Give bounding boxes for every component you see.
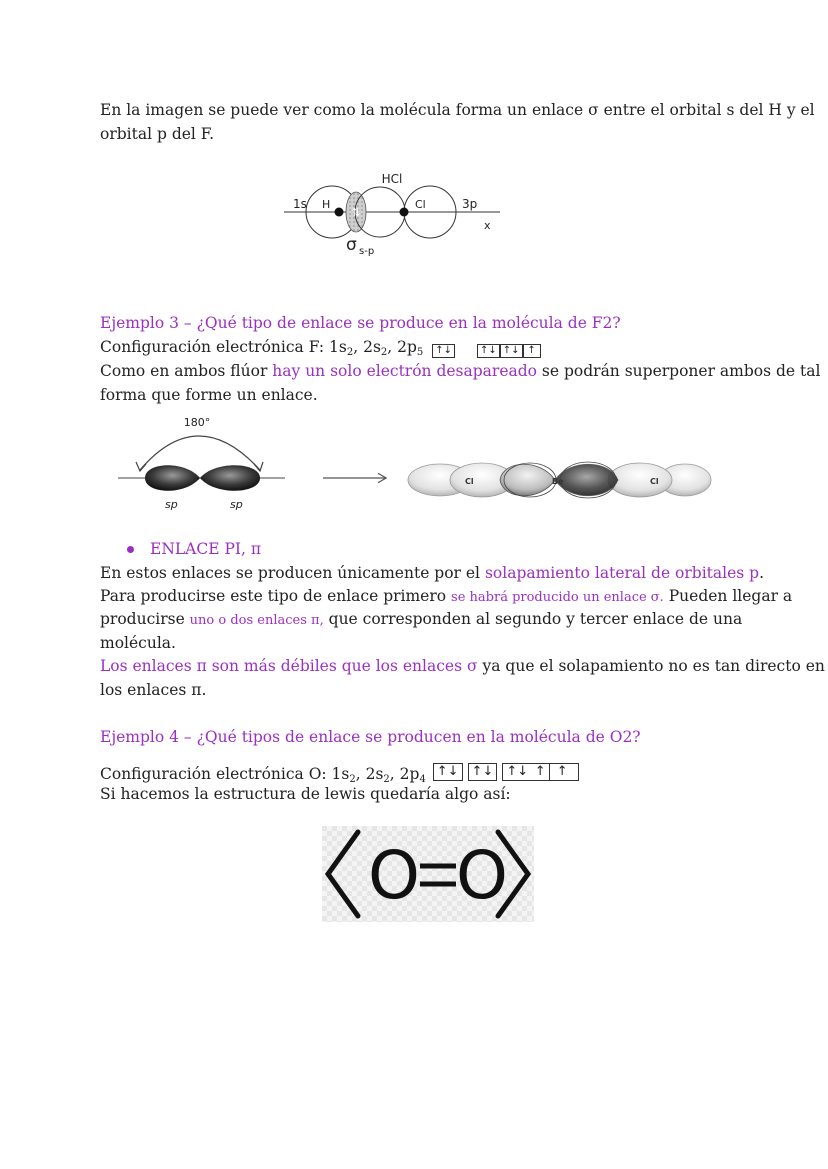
sp-lobe-right — [200, 465, 260, 491]
text-span: Como en ambos flúor — [100, 362, 273, 380]
hcl-orbital-diagram — [280, 168, 505, 263]
o2-lewis-structure — [322, 826, 534, 922]
cl-nucleus — [400, 208, 409, 217]
label-x: x — [484, 219, 491, 232]
config-sub: 5 — [416, 347, 424, 358]
angle-arc — [140, 436, 260, 470]
highlight-text: Los enlaces π son más débiles que los enlaces σ — [100, 657, 478, 675]
text-span: Pueden llegar a — [663, 587, 793, 605]
label-cl: Cl — [415, 198, 426, 211]
text-span: que corresponden al segundo y tercer enlace de una — [323, 610, 743, 628]
sp-orbital-diagram — [110, 410, 720, 515]
text-span: . — [759, 564, 765, 582]
orbital-box: ↑↓ — [433, 763, 463, 781]
orbital-boxes-f — [432, 337, 540, 359]
highlight-text: uno o dos enlaces π, — [189, 613, 324, 628]
orbital-box: ↑↓ — [502, 763, 531, 781]
config-text: , 2p — [389, 765, 420, 783]
example-4-config — [100, 759, 584, 785]
orbital-boxes-o — [433, 759, 584, 781]
label-1s: 1s — [293, 197, 307, 211]
pi-line-5 — [100, 655, 825, 677]
pi-line-4: molécula. — [100, 634, 176, 652]
pi-line-2 — [100, 585, 792, 609]
example-3-config — [100, 336, 541, 359]
orbital-box: ↑↓ — [468, 763, 498, 781]
example-3-text-2: forma que forme un enlace. — [100, 386, 318, 404]
intro-line-2: orbital p del F. — [100, 125, 215, 143]
pi-line-1 — [100, 562, 764, 584]
orbital-box: ↑ — [531, 763, 549, 781]
pi-bullet-label: ENLACE PI, π — [150, 540, 262, 558]
highlight-text: hay un solo electrón desapareado — [272, 362, 537, 380]
be-label: Be — [552, 477, 564, 486]
pi-line-6: los enlaces π. — [100, 681, 207, 699]
lewis-intro-line: Si hacemos la estructura de lewis quedaría algo así: — [100, 785, 511, 803]
cl-label-left: Cl — [465, 477, 474, 486]
config-text: , 2p — [387, 338, 417, 356]
label-sigma-sub: s-p — [359, 246, 375, 257]
text-span: ya que el solapamiento no es tan directo en — [477, 657, 825, 675]
highlight-text: se habrá producido un enlace σ. — [451, 590, 664, 605]
pi-line-3 — [100, 608, 742, 632]
label-sigma: σ — [346, 235, 357, 255]
sp-label-1: sp — [165, 498, 178, 511]
config-sub: 2 — [383, 774, 390, 785]
config-text: Configuración electrónica O: 1s — [100, 765, 350, 783]
highlight-text: solapamiento lateral de orbitales p — [484, 564, 760, 582]
config-text: , 2s — [355, 765, 384, 783]
orbital-box: ↑↓ — [432, 344, 455, 358]
config-text: , 2s — [353, 338, 381, 356]
sp-label-2: sp — [230, 498, 243, 511]
oxygen-atom-2: O — [456, 837, 508, 914]
orbital-box: ↑↓ — [500, 344, 523, 358]
label-3p: 3p — [462, 197, 478, 211]
svg-text:⇅: ⇅ — [351, 206, 361, 219]
example-3-heading: Ejemplo 3 – ¿Qué tipo de enlace se produce en la molécula de F2? — [100, 314, 621, 332]
h-nucleus — [335, 208, 344, 217]
config-sub: 2 — [346, 347, 354, 358]
config-sub: 2 — [349, 774, 356, 785]
bullet-dot — [127, 546, 134, 553]
config-text: Configuración electrónica F: 1s — [100, 338, 347, 356]
angle-label: 180° — [183, 416, 211, 429]
cl-label-right: Cl — [650, 477, 659, 486]
example-4-heading: Ejemplo 4 – ¿Qué tipos de enlace se producen en la molécula de O2? — [100, 728, 641, 746]
intro-line-1: En la imagen se puede ver como la molécula forma un enlace σ entre el orbital s del H y el — [100, 101, 815, 119]
sp-lobe-left — [145, 465, 200, 491]
hcl-title: HCl — [381, 172, 403, 186]
text-span: Para producirse este tipo de enlace primero — [100, 587, 452, 605]
text-span: producirse — [100, 610, 190, 628]
oxygen-atom-1: O — [368, 837, 420, 914]
config-sub: 4 — [419, 774, 426, 785]
text-span: En estos enlaces se producen únicamente por el — [100, 564, 485, 582]
example-3-text-1 — [100, 360, 820, 382]
config-sub: 2 — [380, 347, 388, 358]
label-h: H — [322, 198, 331, 211]
orbital-box: ↑ — [549, 763, 579, 781]
orbital-box: ↑ — [523, 344, 541, 358]
orbital-box: ↑↓ — [477, 344, 500, 358]
text-span: se podrán superponer ambos de tal — [537, 362, 821, 380]
